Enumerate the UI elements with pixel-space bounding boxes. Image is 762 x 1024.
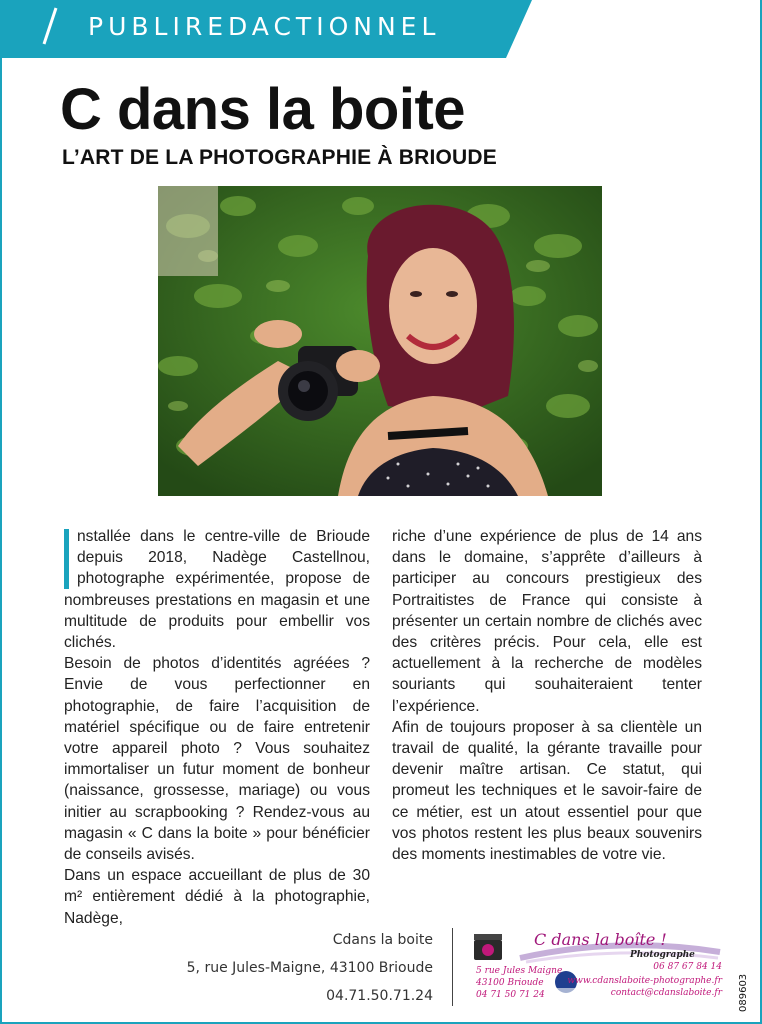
- banner-label: PUBLIREDACTIONNEL: [88, 12, 441, 41]
- paragraph-1: nstallée dans le centre-ville de Brioude depuis 2018, Nadège Castellnou, photographe expérimentée, propose de nombreuses prestations en magasin et une multitude de produits pour embellir vos clichés.: [64, 528, 370, 652]
- article-column-right: [392, 526, 702, 865]
- logo-address-line2: 43100 Brioude: [476, 978, 544, 988]
- contact-block: [187, 926, 433, 1010]
- contact-divider: [452, 928, 453, 1006]
- logo-email[interactable]: contact@cdanslaboite.fr: [610, 988, 722, 998]
- business-address: 5, rue Jules-Maigne, 43100 Brioude: [186, 960, 433, 976]
- article-column-left: [64, 526, 370, 929]
- logo-title: C dans la boîte !: [534, 930, 667, 949]
- logo-address-line1: 5 rue Jules Maigne: [476, 966, 563, 976]
- logo-mobile: 06 87 67 84 14: [653, 962, 722, 972]
- drop-cap-bar: [64, 529, 69, 589]
- publiredactionnel-banner: [0, 0, 532, 58]
- portrait-photo: [158, 186, 602, 496]
- logo-subtitle: Photographe: [630, 950, 695, 960]
- business-phone: 04.71.50.71.24: [326, 988, 433, 1004]
- logo-website[interactable]: www.cdanslaboite-photographe.fr: [567, 976, 722, 986]
- paragraph-4: riche d’une expérience de plus de 14 ans dans le domaine, s’apprête d’ailleurs à participer au concours prestigieux des Portraitistes de France qui consiste à présenter un certain nombre de clichés avec des critères précis. Pour cela, elle est actuellement à la recherche de modèles souriants qui souhaiteraient tenter l’expérience.: [392, 528, 702, 715]
- business-name: Cdans la boite: [332, 932, 433, 948]
- logo-phone: 04 71 50 71 24: [476, 990, 545, 1000]
- paragraph-5: Afin de toujours proposer à sa clientèle un travail de qualité, la gérante travaille pour devenir maître artisan. Ce statut, qui promeut les techniques et le savoir-faire de ce métier, est un atout essentiel pour que vos photos restent les plus beaux souvenirs des moments inestimables de votre vie.: [392, 718, 702, 864]
- paragraph-3: Dans un espace accueillant de plus de 30 m² entièrement dédié à la photographie, Nadège,: [64, 867, 370, 927]
- article-title: C dans la boite: [60, 77, 466, 142]
- paragraph-2: Besoin de photos d’identités agréées ? Envie de vous perfectionner en photographie, de faire l’acquisition de matériel spécifique ou de faire entretenir votre appareil photo ? Vous souhaitez immortaliser un futur moment de bonheur (naissance, grossesse, mariage) ou vous initier au scrapbooking ? Rendez-vous au magasin « C dans la boite » pour bénéficier de conseils avisés.: [64, 655, 370, 864]
- advertiser-logo: [470, 928, 726, 1004]
- article-subtitle: L’ART DE LA PHOTOGRAPHIE À BRIOUDE: [62, 146, 497, 169]
- reference-code: 089603: [738, 973, 749, 1012]
